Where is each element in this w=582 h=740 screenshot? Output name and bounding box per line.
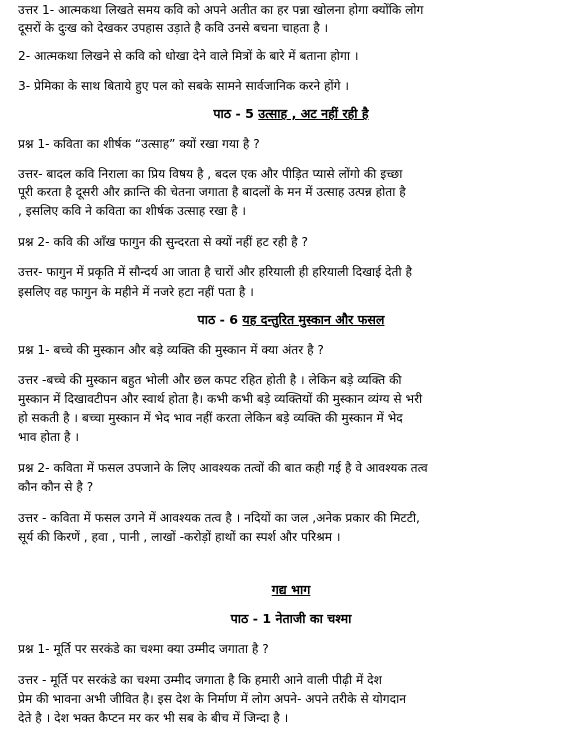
text-line: हो सकती है । बच्चा मुस्कान में भेद भाव नहीं करता लेकिन बड़े व्यक्ति की मुस्कान में भेद <box>18 411 403 425</box>
question-line: प्रश्न 1- कविता का शीर्षक “उत्साह” क्यों रखा गया है ? <box>18 137 260 151</box>
chapter-heading <box>0 312 582 329</box>
text-line: पूरी करता है दूसरी और क्रान्ति की चेतना जगाता है बादलों के मन में उत्साह उत्पन्न होता है <box>18 185 406 199</box>
chapter-heading <box>0 611 582 628</box>
question-line: प्रश्न 1- मूर्ति पर सरकंडे का चश्मा क्या उम्मीद जगाता है ? <box>18 642 269 656</box>
text-line: उत्तर- फागुन में प्रकृति में सौन्दर्य आ जाता है चारों और हरियाली ही हरियाली दिखाई देती है <box>18 265 412 279</box>
question-line: प्रश्न 2- कविता में फसल उपजाने के लिए आवश्यक तत्वों की बात कही गई है वे आवश्यक तत्व <box>18 461 428 475</box>
question-line: प्रश्न 2- कवि की आँख फागुन की सुन्दरता से क्यों नहीं हट रही है ? <box>18 235 308 249</box>
text-line: , इसलिए कवि ने कविता का शीर्षक उत्साह रखा है । <box>18 204 247 218</box>
text-line: उत्तर -बच्चे की मुस्कान बहुत भोली और छल कपट रहित होती है । लेकिन बड़े व्यक्ति की <box>18 373 402 387</box>
chapter-title: यह दन्तुरित मुस्कान और फसल <box>242 312 385 327</box>
chapter-title: उत्साह , अट नहीं रही है <box>258 106 369 121</box>
text-line: उत्तर 1- आत्मकथा लिखते समय कवि को अपने अतीत का हर पन्ना खोलना होगा क्योंकि लोग <box>18 3 424 17</box>
chapter-heading <box>0 106 582 123</box>
text-line: प्रेम की भावना अभी जीवित है। इस देश के निर्माण में लोग अपने- अपने तरीके से योगदान <box>18 692 406 706</box>
text-line: इसलिए वह फागुन के महीने में नजरे हटा नहीं पता है । <box>18 285 254 299</box>
chapter-number: पाठ - 5 <box>213 106 259 121</box>
text-line: 2- आत्मकथा लिखने से कवि को धोखा देने वाले मित्रों के बारे में बताना होगा । <box>18 49 359 63</box>
chapter-number: पाठ - 6 <box>197 312 243 327</box>
text-line: 3- प्रेमिका के साथ बिताये हुए पल को सबके सामने सार्वजानिक करने होंगे । <box>18 79 350 93</box>
text-line: दूसरों के दुःख को देखकर उपहास उड़ाते है कवि उनसे बचना चाहता है । <box>18 21 329 35</box>
section-title: गद्य भाग <box>271 582 311 597</box>
chapter-number: पाठ - 1 <box>230 611 276 626</box>
text-line: सूर्य की किरणें , हवा , पानी , लाखों -करोड़ों हाथों का स्पर्श और परिश्रम । <box>18 530 341 544</box>
text-line: उत्तर- बादल कवि निराला का प्रिय विषय है , बदल एक और पीड़ित प्यासे लोंगो की इच्छा <box>18 167 403 181</box>
question-line: प्रश्न 1- बच्चे की मुस्कान और बड़े व्यक्ति की मुस्कान में क्या अंतर है ? <box>18 343 324 357</box>
chapter-title: नेताजी का चश्मा <box>275 611 352 626</box>
text-line: उत्तर - कविता में फसल उगने में आवश्यक तत्व है । नदियों का जल ,अनेक प्रकार की मिटटी, <box>18 511 420 525</box>
text-line: उत्तर - मूर्ति पर सरकंडे का चश्मा उम्मीद जगाता है कि हमारी आने वाली पीढ़ी में देश <box>18 673 382 687</box>
text-line: कौन कौन से है ? <box>18 480 94 494</box>
section-heading <box>0 582 582 599</box>
text-line: भाव होता है । <box>18 430 79 444</box>
text-line: देते है । देश भक्त कैप्टन मर कर भी सब के बीच में जिन्दा है । <box>18 711 289 725</box>
text-line: मुस्कान में दिखावटीपन और स्वार्थ होता है। कभी कभी बड़े व्यक्तियों की मुस्कान व्यंग्य से भरी <box>18 392 423 406</box>
